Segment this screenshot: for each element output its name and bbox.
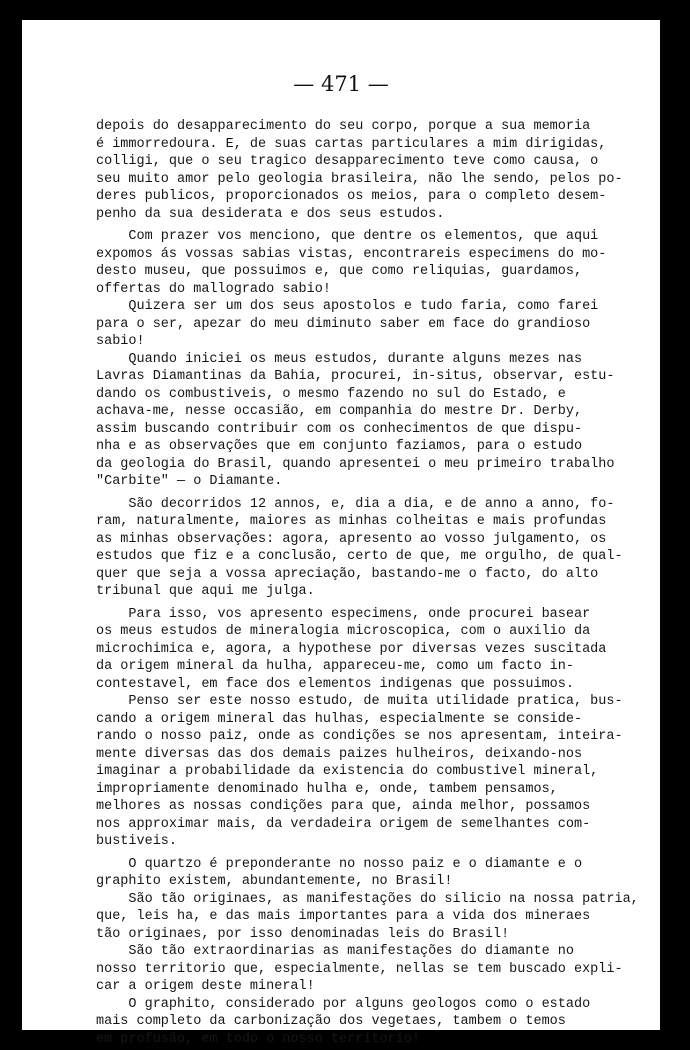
text-line: impropriamente denominado hulha e, onde, tambem pensamos, bbox=[96, 781, 558, 797]
text-line: Com prazer vos menciono, que dentre os elementos, que aqui bbox=[96, 229, 599, 244]
text-line: Lavras Diamantinas da Bahia, procurei, in-situs, observar, estu- bbox=[96, 369, 615, 384]
text-line: penho da sua desiderata e dos seus estudos. bbox=[96, 206, 445, 222]
text-line: O quartzo é preponderante no nosso paiz e o diamante e o bbox=[96, 856, 583, 872]
text-line: tão originaes, por isso denominadas leis do Brasil! bbox=[96, 926, 510, 942]
text-line: que, leis ha, e das mais importantes para a vida dos mineraes bbox=[96, 909, 591, 924]
text-line: tribunal que aqui me julga. bbox=[96, 584, 315, 599]
text-line: Penso ser este nosso estudo, de muita utilidade pratica, bus- bbox=[96, 694, 623, 709]
text-line: offertas do mallogrado sabio! bbox=[96, 281, 331, 297]
text-line: bustiveis. bbox=[96, 834, 178, 849]
text-line: os meus estudos de mineralogia microscopica, com o auxilio da bbox=[96, 624, 591, 639]
text-line: desto museu, que possuimos e, que como reliquias, guardamos, bbox=[96, 264, 583, 279]
text-line: quer que seja a vossa apreciação, bastando-me o facto, do alto bbox=[96, 566, 599, 582]
page-number: — 471 — bbox=[293, 72, 389, 96]
text-line: dando os combustiveis, o mesmo fazendo no sul do Estado, e bbox=[96, 386, 566, 402]
text-line: imaginar a probabilidade da existencia do combustivel mineral, bbox=[96, 764, 599, 779]
text-line: microchimica e, agora, a hypothese por diversas vezes suscitada bbox=[96, 641, 607, 657]
text-line: expomos ás vossas sabias vistas, encontrareis especimens do mo- bbox=[96, 246, 607, 262]
text-line: nha e as observações que em conjunto faziamos, para o estudo bbox=[96, 439, 583, 454]
paragraph bbox=[96, 228, 607, 298]
paragraph bbox=[96, 996, 591, 1049]
text-line: da origem mineral da hulha, appareceu-me, como um facto in- bbox=[96, 659, 574, 674]
text-line: contestavel, em face dos elementos indigenas que possuimos. bbox=[96, 676, 574, 692]
text-line: Para isso, vos apresento especimens, onde procurei basear bbox=[96, 606, 591, 622]
text-line: mente diversas das dos demais paizes hulheiros, deixando-nos bbox=[96, 746, 583, 762]
text-line: seu muito amor pelo geologia brasileira, não lhe sendo, pelos po- bbox=[96, 171, 623, 187]
text-line: achava-me, nesse occasião, em companhia do mestre Dr. Derby, bbox=[96, 404, 583, 419]
text-line: deres publicos, proporcionados os meios, para o completo desem- bbox=[96, 189, 607, 204]
text-line: melhores as nossas condições para que, ainda melhor, possamos bbox=[96, 799, 591, 814]
paragraph bbox=[96, 891, 639, 944]
text-line: estudos que fiz e a conclusão, certo de que, me orgulho, de qual- bbox=[96, 549, 623, 564]
paragraph bbox=[96, 943, 623, 996]
text-line: rando o nosso paiz, onde as condições se nos apresentam, inteira- bbox=[96, 729, 623, 744]
text-line: Quando iniciei os meus estudos, durante alguns mezes nas bbox=[96, 351, 583, 367]
text-line: da geologia do Brasil, quando apresentei o meu primeiro trabalho bbox=[96, 456, 615, 472]
text-line: São tão originaes, as manifestações do silicio na nossa patria, bbox=[96, 891, 639, 907]
paragraph bbox=[96, 856, 588, 891]
text-line: assim buscando contribuir com os conhecimentos de que dispu- bbox=[96, 421, 583, 437]
text-line: sabio! bbox=[96, 334, 145, 349]
text-line: "Carbite" — o Diamante. bbox=[96, 474, 283, 489]
paragraph bbox=[96, 351, 615, 491]
text-line: mais completo da carbonização dos vegetaes, tambem o temos bbox=[96, 1014, 566, 1029]
paragraph bbox=[96, 496, 623, 601]
text-line: nos approximar mais, da verdadeira origem de semelhantes com- bbox=[96, 816, 591, 832]
text-line: graphito existem, abundantemente, no Brasil! bbox=[96, 874, 453, 889]
text-line: depois do desapparecimento do seu corpo, porque a sua memoria bbox=[96, 119, 591, 134]
text-line: as minhas observações: agora, apresento ao vosso julgamento, os bbox=[96, 531, 607, 547]
text-line: em profusão, em todo o nosso territorio! bbox=[96, 1031, 421, 1047]
paragraph bbox=[96, 118, 623, 223]
text-line: São decorridos 12 annos, e, dia a dia, e de anno a anno, fo- bbox=[96, 496, 615, 512]
paragraph bbox=[96, 298, 599, 351]
body-text bbox=[96, 118, 639, 1048]
text-line: cando a origem mineral das hulhas, especialmente se conside- bbox=[96, 711, 583, 727]
text-line: São tão extraordinarias as manifestações do diamante no bbox=[96, 944, 574, 959]
text-line: para o ser, apezar do meu diminuto saber em face do grandioso bbox=[96, 316, 591, 332]
paragraph bbox=[96, 606, 607, 694]
text-line: car a origem deste mineral! bbox=[96, 979, 315, 994]
document-page bbox=[22, 20, 660, 1047]
text-line: ram, naturalmente, maiores as minhas colheitas e mais profundas bbox=[96, 514, 607, 529]
paragraph bbox=[96, 693, 623, 851]
text-line: é immorredoura. E, de suas cartas particulares a mim dirigidas, bbox=[96, 136, 607, 152]
text-line: O graphito, considerado por alguns geologos como o estado bbox=[96, 996, 591, 1012]
text-line: nosso territorio que, especialmente, nellas se tem buscado expli- bbox=[96, 961, 623, 977]
text-line: Quizera ser um dos seus apostolos e tudo faria, como farei bbox=[96, 299, 599, 314]
text-line: colligi, que o seu tragico desapparecimento teve como causa, o bbox=[96, 154, 599, 169]
